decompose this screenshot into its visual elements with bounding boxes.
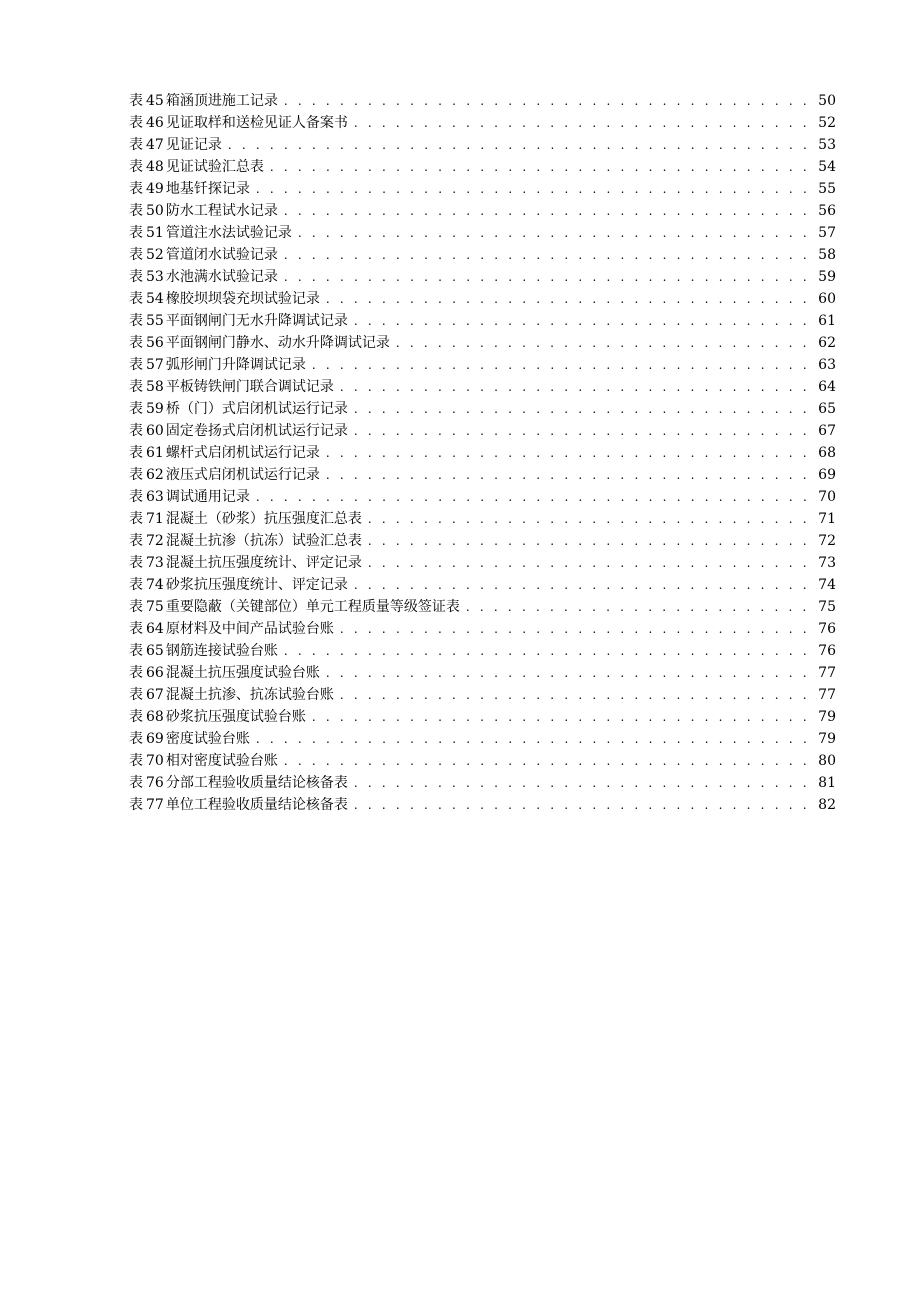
toc-entry-title [129,244,278,266]
toc-entry-title [129,596,460,618]
toc-entry-number: 50 [146,203,164,219]
toc-entry-number: 69 [146,731,164,747]
toc-entry-text: 液压式启闭机试运行记录 [165,467,320,483]
toc-entry-number: 46 [146,115,164,131]
toc-entry-number: 47 [146,137,164,153]
toc-entry-page-number: 50 [818,93,836,109]
toc-entry-page-number: 76 [818,621,836,637]
toc-entry-title [129,574,348,596]
toc-dot-leader [340,376,814,398]
toc-entry-number: 62 [146,467,164,483]
toc-entry-number: 55 [146,313,164,329]
toc-entry-prefix: 表 [129,577,143,593]
toc-entry-prefix: 表 [129,379,143,395]
toc-dot-leader [354,398,814,420]
toc-entry-text: 见证取样和送检见证人备案书 [165,115,348,131]
toc-dot-leader [354,794,814,816]
toc-entry-prefix: 表 [129,115,143,131]
toc-entry-text: 固定卷扬式启闭机试运行记录 [165,423,348,439]
toc-entry-number: 52 [146,247,164,263]
toc-entry-text: 砂浆抗压强度试验台账 [165,709,306,725]
toc-entry-text: 桥（门）式启闭机试运行记录 [165,401,348,417]
toc-dot-leader [326,662,814,684]
toc-entry-number: 66 [146,665,164,681]
toc-entry[interactable] [129,134,836,156]
toc-entry-text: 混凝土抗渗（抗冻）试验汇总表 [165,533,362,549]
toc-entry[interactable] [129,178,836,200]
toc-entry-text: 平板铸铁闸门联合调试记录 [165,379,334,395]
toc-entry-number: 72 [146,533,164,549]
toc-entry-prefix: 表 [129,445,143,461]
toc-entry-number: 77 [146,797,164,813]
toc-entry-text: 调试通用记录 [165,489,250,505]
toc-entry[interactable] [129,772,836,794]
toc-entry-title [129,662,320,684]
toc-entry-prefix: 表 [129,203,143,219]
toc-entry-text: 管道闭水试验记录 [165,247,278,263]
toc-entry[interactable] [129,354,836,376]
toc-entry-text: 重要隐蔽（关键部位）单元工程质量等级签证表 [165,599,460,615]
toc-entry-page-number: 63 [818,357,836,373]
toc-dot-leader [284,200,814,222]
toc-entry-number: 56 [146,335,164,351]
toc-entry[interactable] [129,244,836,266]
toc-entry-page-number: 79 [818,731,836,747]
toc-entry-text: 单位工程验收质量结论核备表 [165,797,348,813]
toc-entry-number: 64 [146,621,164,637]
toc-dot-leader [256,178,814,200]
toc-entry-number: 53 [146,269,164,285]
toc-entry-number: 61 [146,445,164,461]
toc-entry-number: 49 [146,181,164,197]
toc-entry[interactable] [129,662,836,684]
toc-entry-prefix: 表 [129,291,143,307]
toc-entry-prefix: 表 [129,753,143,769]
toc-entry-number: 68 [146,709,164,725]
toc-dot-leader [312,706,814,728]
toc-entry-title [129,310,348,332]
toc-dot-leader [270,156,814,178]
toc-entry[interactable] [129,618,836,640]
toc-entry-page-number: 57 [818,225,836,241]
toc-entry-title [129,684,334,706]
toc-entry-page-number: 77 [818,665,836,681]
toc-entry-title [129,794,348,816]
toc-entry-number: 73 [146,555,164,571]
toc-entry-text: 原材料及中间产品试验台账 [165,621,334,637]
toc-entry-prefix: 表 [129,709,143,725]
toc-entry-prefix: 表 [129,93,143,109]
toc-entry-text: 螺杆式启闭机试运行记录 [165,445,320,461]
toc-entry-number: 67 [146,687,164,703]
toc-entry-prefix: 表 [129,181,143,197]
toc-dot-leader [354,772,814,794]
toc-entry-prefix: 表 [129,159,143,175]
toc-entry-text: 橡胶坝坝袋充坝试验记录 [165,291,320,307]
toc-entry-page-number: 80 [818,753,836,769]
toc-entry-text: 混凝土抗渗、抗冻试验台账 [165,687,334,703]
toc-entry-page-number: 59 [818,269,836,285]
toc-dot-leader [354,420,814,442]
toc-entry-prefix: 表 [129,357,143,373]
toc-entry-page-number: 77 [818,687,836,703]
toc-dot-leader [368,552,814,574]
toc-entry-page-number: 72 [818,533,836,549]
toc-entry-prefix: 表 [129,467,143,483]
toc-entry-page-number: 73 [818,555,836,571]
toc-entry[interactable] [129,464,836,486]
toc-entry-prefix: 表 [129,137,143,153]
toc-entry-title [129,706,306,728]
toc-dot-leader [354,574,814,596]
toc-dot-leader [284,244,814,266]
toc-entry-number: 45 [146,93,164,109]
toc-entry-title [129,90,278,112]
toc-entry-title [129,376,334,398]
toc-entry-page-number: 64 [818,379,836,395]
toc-dot-leader [228,134,814,156]
toc-entry-page-number: 70 [818,489,836,505]
toc-dot-leader [284,266,814,288]
toc-entry[interactable] [129,222,836,244]
toc-entry[interactable] [129,112,836,134]
toc-dot-leader [284,90,814,112]
toc-dot-leader [466,596,814,618]
toc-entry-text: 防水工程试水记录 [165,203,278,219]
toc-entry-page-number: 82 [818,797,836,813]
toc-entry-title [129,530,362,552]
toc-entry-prefix: 表 [129,775,143,791]
toc-entry-page-number: 58 [818,247,836,263]
toc-entry-page-number: 52 [818,115,836,131]
toc-dot-leader [326,442,814,464]
toc-entry-prefix: 表 [129,687,143,703]
toc-entry-title [129,618,334,640]
toc-entry-prefix: 表 [129,643,143,659]
toc-entry-title [129,728,250,750]
toc-entry-number: 54 [146,291,164,307]
toc-entry-page-number: 69 [818,467,836,483]
toc-entry[interactable] [129,420,836,442]
toc-entry[interactable] [129,640,836,662]
toc-entry-text: 见证试验汇总表 [165,159,264,175]
toc-entry-title [129,398,348,420]
toc-entry[interactable] [129,90,836,112]
toc-entry[interactable] [129,288,836,310]
toc-dot-leader [368,530,814,552]
toc-entry-text: 弧形闸门升降调试记录 [165,357,306,373]
toc-entry-number: 71 [146,511,164,527]
toc-entry-page-number: 68 [818,445,836,461]
toc-entry[interactable] [129,684,836,706]
toc-entry[interactable] [129,530,836,552]
toc-dot-leader [256,486,814,508]
toc-entry-number: 75 [146,599,164,615]
toc-entry-prefix: 表 [129,335,143,351]
toc-dot-leader [340,618,814,640]
toc-entry-title [129,552,362,574]
toc-entry-prefix: 表 [129,489,143,505]
toc-entry-prefix: 表 [129,225,143,241]
toc-entry-text: 平面钢闸门静水、动水升降调试记录 [165,335,390,351]
toc-entry-number: 51 [146,225,164,241]
toc-entry-title [129,266,278,288]
toc-entry-title [129,332,390,354]
toc-entry-prefix: 表 [129,401,143,417]
toc-entry[interactable] [129,398,836,420]
toc-entry-title [129,112,348,134]
toc-entry-text: 箱涵顶进施工记录 [165,93,278,109]
toc-entry-page-number: 61 [818,313,836,329]
toc-dot-leader [396,332,814,354]
toc-entry-prefix: 表 [129,599,143,615]
table-of-contents [129,90,836,816]
toc-entry[interactable] [129,156,836,178]
toc-entry-text: 相对密度试验台账 [165,753,278,769]
toc-entry-prefix: 表 [129,313,143,329]
toc-entry-prefix: 表 [129,269,143,285]
toc-entry-page-number: 76 [818,643,836,659]
toc-entry-number: 48 [146,159,164,175]
toc-entry-number: 74 [146,577,164,593]
toc-dot-leader [340,684,814,706]
toc-entry-text: 钢筋连接试验台账 [165,643,278,659]
toc-entry-title [129,464,320,486]
toc-entry-number: 59 [146,401,164,417]
toc-entry-page-number: 56 [818,203,836,219]
toc-entry-number: 60 [146,423,164,439]
toc-entry-number: 76 [146,775,164,791]
toc-entry-page-number: 54 [818,159,836,175]
toc-entry-title [129,640,278,662]
toc-entry-page-number: 81 [818,775,836,791]
toc-entry-text: 见证记录 [165,137,222,153]
toc-entry-text: 水池满水试验记录 [165,269,278,285]
toc-entry-text: 混凝土（砂浆）抗压强度汇总表 [165,511,362,527]
toc-entry-page-number: 55 [818,181,836,197]
toc-dot-leader [326,288,814,310]
toc-entry-page-number: 75 [818,599,836,615]
toc-entry[interactable] [129,442,836,464]
toc-entry[interactable] [129,376,836,398]
toc-entry-title [129,222,292,244]
toc-entry-number: 63 [146,489,164,505]
toc-entry-page-number: 79 [818,709,836,725]
toc-entry-text: 分部工程验收质量结论核备表 [165,775,348,791]
toc-entry-text: 管道注水法试验记录 [165,225,292,241]
toc-entry-title [129,134,222,156]
toc-entry-title [129,288,320,310]
toc-entry-page-number: 74 [818,577,836,593]
toc-dot-leader [326,464,814,486]
toc-entry[interactable] [129,200,836,222]
toc-entry-prefix: 表 [129,665,143,681]
toc-entry-text: 平面钢闸门无水升降调试记录 [165,313,348,329]
toc-entry-page-number: 62 [818,335,836,351]
toc-entry-title [129,508,362,530]
toc-entry[interactable] [129,596,836,618]
toc-entry-text: 地基钎探记录 [165,181,250,197]
toc-entry-number: 70 [146,753,164,769]
toc-entry-title [129,750,278,772]
toc-entry-number: 57 [146,357,164,373]
toc-entry-prefix: 表 [129,533,143,549]
toc-entry[interactable] [129,310,836,332]
toc-entry-title [129,420,348,442]
toc-entry[interactable] [129,706,836,728]
toc-entry-prefix: 表 [129,731,143,747]
toc-entry-text: 混凝土抗压强度试验台账 [165,665,320,681]
toc-entry-page-number: 53 [818,137,836,153]
toc-entry-page-number: 65 [818,401,836,417]
toc-entry-title [129,442,320,464]
toc-entry-prefix: 表 [129,423,143,439]
toc-entry-title [129,178,250,200]
toc-dot-leader [284,640,814,662]
toc-entry-page-number: 60 [818,291,836,307]
toc-entry-page-number: 67 [818,423,836,439]
toc-entry[interactable] [129,728,836,750]
toc-entry[interactable] [129,266,836,288]
toc-entry-page-number: 71 [818,511,836,527]
toc-entry-text: 混凝土抗压强度统计、评定记录 [165,555,362,571]
toc-entry-prefix: 表 [129,555,143,571]
toc-dot-leader [298,222,814,244]
toc-entry-title [129,486,250,508]
toc-entry-title [129,200,278,222]
toc-entry[interactable] [129,794,836,816]
toc-entry[interactable] [129,332,836,354]
toc-entry-number: 65 [146,643,164,659]
toc-entry[interactable] [129,486,836,508]
toc-entry-number: 58 [146,379,164,395]
toc-dot-leader [256,728,814,750]
toc-entry[interactable] [129,508,836,530]
toc-entry-prefix: 表 [129,511,143,527]
toc-entry-text: 密度试验台账 [165,731,250,747]
toc-entry-text: 砂浆抗压强度统计、评定记录 [165,577,348,593]
toc-entry[interactable] [129,552,836,574]
toc-entry-title [129,156,264,178]
toc-entry[interactable] [129,574,836,596]
toc-entry-prefix: 表 [129,247,143,263]
toc-dot-leader [354,310,814,332]
toc-dot-leader [312,354,814,376]
toc-entry-title [129,772,348,794]
toc-dot-leader [354,112,814,134]
toc-entry-prefix: 表 [129,621,143,637]
toc-dot-leader [368,508,814,530]
toc-dot-leader [284,750,814,772]
toc-entry-title [129,354,306,376]
toc-entry-prefix: 表 [129,797,143,813]
toc-entry[interactable] [129,750,836,772]
